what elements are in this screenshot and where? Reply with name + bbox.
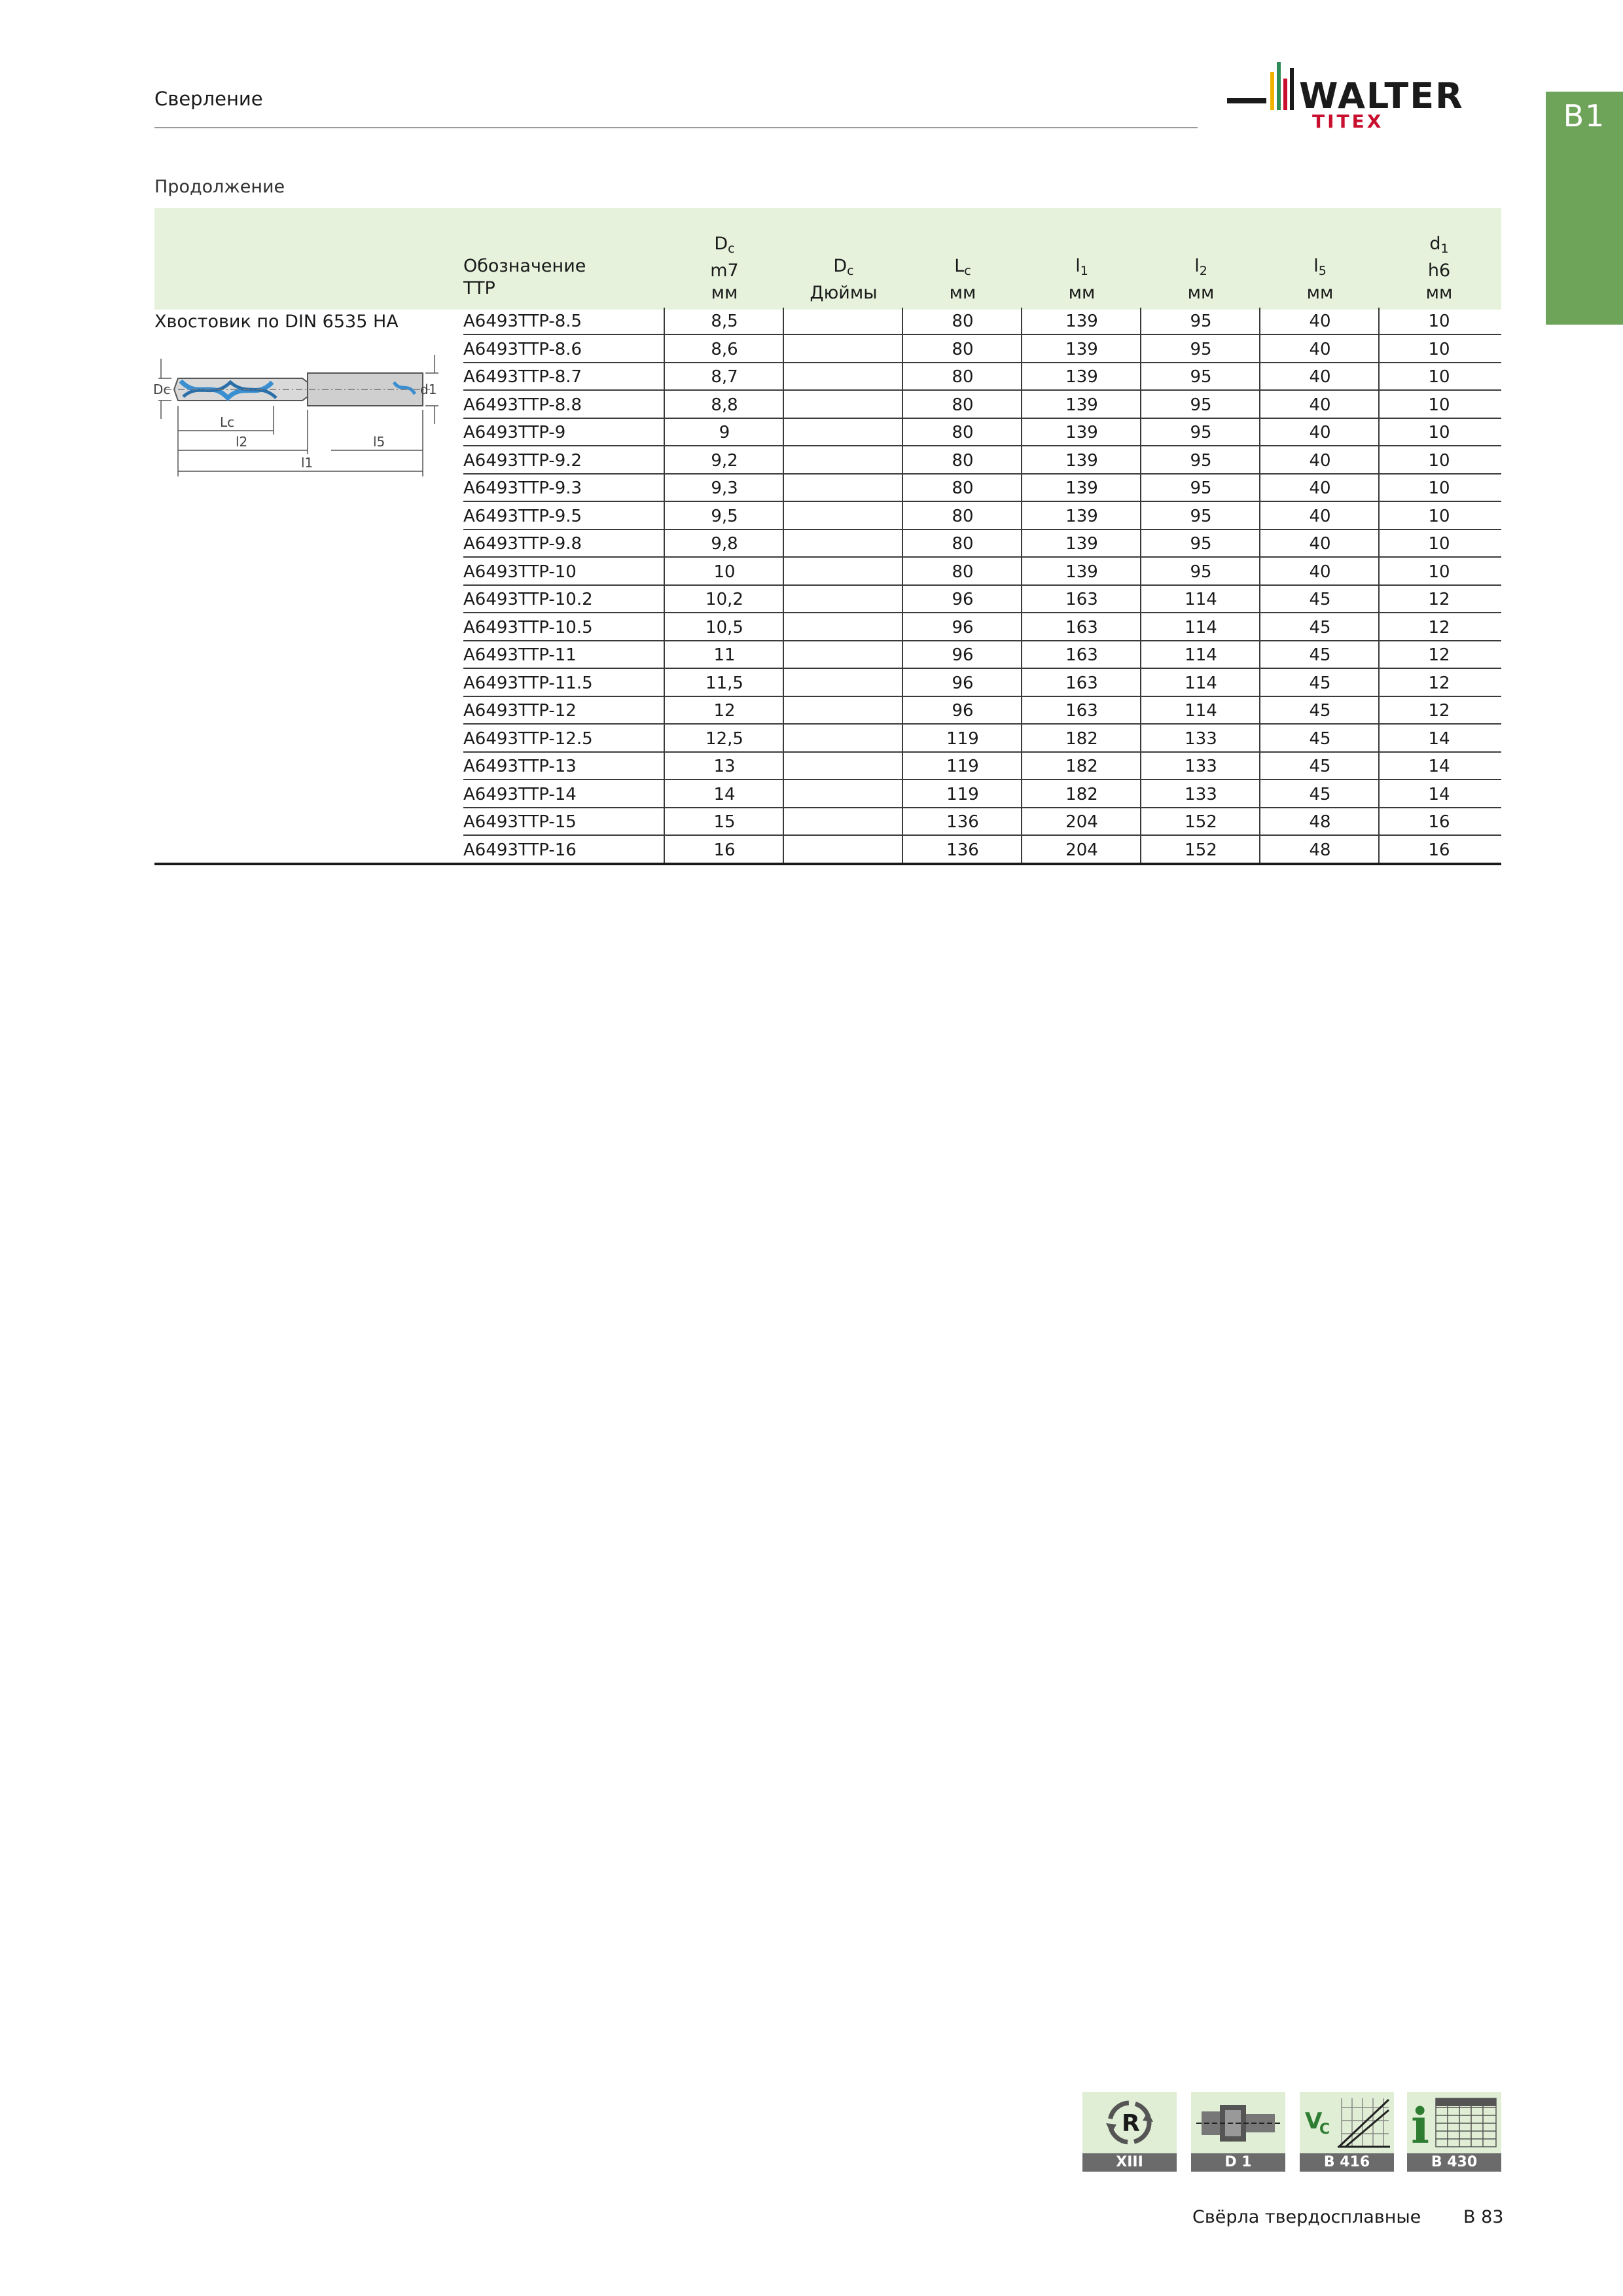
ref-tool-holder-label: D 1	[1191, 2153, 1285, 2172]
cell-lc: 80	[952, 339, 974, 359]
cell-l1: 139	[1065, 450, 1098, 471]
ref-info[interactable]	[1407, 2092, 1501, 2172]
cell-l5: 40	[1309, 478, 1331, 498]
svg-text:TITEX: TITEX	[1312, 111, 1384, 132]
l1-label: l1	[301, 455, 313, 471]
cell-inch	[785, 614, 902, 640]
cell-d1: 10	[1428, 395, 1450, 415]
cell-l1: 182	[1065, 728, 1098, 749]
cell-d1: 12	[1428, 701, 1450, 721]
cell-dc: 14	[713, 784, 736, 804]
cell-l1: 182	[1065, 784, 1098, 804]
col-header-dc-inch: $D_c$ Дюймы	[810, 256, 878, 303]
cell-lc: 80	[952, 423, 974, 442]
cell-d1: 10	[1428, 312, 1450, 331]
cell-inch	[785, 808, 902, 834]
cell-l1: 204	[1065, 840, 1098, 860]
cell-inch	[785, 447, 902, 473]
cell-l2: 133	[1185, 784, 1217, 804]
cell-name: A6493TTP-9.3	[463, 478, 582, 498]
cell-l5: 45	[1309, 590, 1331, 609]
table-row	[463, 753, 1501, 780]
cell-dc: 11,5	[705, 673, 743, 693]
cell-name: A6493TTP-8.6	[463, 339, 582, 359]
chapter-tab[interactable]	[1546, 92, 1623, 325]
ref-tool-holder[interactable]	[1191, 2092, 1285, 2172]
svg-text:WALTER: WALTER	[1299, 75, 1464, 117]
cell-lc: 80	[952, 367, 974, 387]
cell-dc: 9	[719, 423, 730, 442]
cell-l2: 114	[1185, 617, 1217, 637]
column-divider	[664, 308, 665, 864]
cell-l1: 139	[1065, 478, 1098, 498]
cell-name: A6493TTP-10	[463, 562, 577, 582]
cell-l2: 114	[1185, 701, 1217, 721]
cell-inch	[785, 475, 902, 501]
table-row	[463, 419, 1501, 446]
cell-name: A6493TTP-8.7	[463, 367, 582, 387]
cell-l5: 45	[1309, 728, 1331, 749]
table-row	[463, 697, 1501, 725]
column-divider	[1021, 308, 1022, 864]
table-header	[154, 208, 1501, 310]
cell-l1: 139	[1065, 395, 1098, 415]
dc-label: Dc	[153, 382, 171, 397]
cell-l5: 45	[1309, 784, 1331, 804]
col-header-l5: $l_5$ мм	[1306, 256, 1334, 303]
cell-l5: 45	[1309, 673, 1331, 693]
drill-dimension-drawing	[152, 353, 440, 484]
cell-d1: 10	[1428, 506, 1450, 526]
col-header-l2: $l_2$ мм	[1187, 256, 1215, 303]
cell-name: A6493TTP-10.2	[463, 590, 593, 609]
cell-l1: 182	[1065, 757, 1098, 776]
column-divider	[1140, 308, 1141, 864]
cell-l2: 95	[1190, 478, 1212, 498]
cell-inch	[785, 558, 902, 584]
header-divider	[154, 127, 1198, 128]
cell-name: A6493TTP-11.5	[463, 673, 593, 693]
cell-dc: 12,5	[705, 728, 743, 749]
cell-name: A6493TTP-8.8	[463, 395, 582, 415]
cell-l2: 95	[1190, 506, 1212, 526]
cell-l2: 95	[1190, 367, 1212, 387]
cell-l1: 163	[1065, 701, 1098, 721]
table-row	[463, 614, 1501, 641]
col-header-lc: $L_c$ мм	[949, 256, 976, 303]
cell-lc: 119	[946, 784, 979, 804]
cell-l5: 48	[1309, 812, 1331, 832]
cell-lc: 80	[952, 562, 974, 582]
cell-l5: 45	[1309, 757, 1331, 776]
cell-l5: 45	[1309, 617, 1331, 637]
cell-inch	[785, 308, 902, 334]
cell-name: A6493TTP-13	[463, 757, 577, 776]
column-divider	[1378, 308, 1380, 864]
cell-name: A6493TTP-14	[463, 784, 577, 804]
cell-l5: 40	[1309, 534, 1331, 554]
page-number: B 83	[1463, 2207, 1504, 2227]
cell-l2: 114	[1185, 590, 1217, 609]
section-title: Сверление	[154, 88, 263, 110]
cell-d1: 10	[1428, 450, 1450, 471]
cell-l5: 40	[1309, 339, 1331, 359]
col-header-designation: Обозначение TTP	[463, 256, 586, 298]
cell-l5: 40	[1309, 562, 1331, 582]
l5-label: l5	[373, 434, 385, 450]
cell-lc: 96	[952, 645, 974, 665]
cell-l5: 40	[1309, 450, 1331, 471]
cell-lc: 136	[946, 812, 979, 832]
cell-d1: 12	[1428, 673, 1450, 693]
cell-inch	[785, 781, 902, 807]
cell-lc: 136	[946, 840, 979, 860]
col-header-l1: $l_1$ мм	[1068, 256, 1096, 303]
cell-inch	[785, 336, 902, 362]
cell-lc: 119	[946, 728, 979, 749]
cell-l5: 40	[1309, 506, 1331, 526]
cell-d1: 12	[1428, 590, 1450, 609]
cell-l5: 48	[1309, 840, 1331, 860]
cell-l1: 163	[1065, 617, 1098, 637]
cell-dc: 8,8	[711, 395, 738, 415]
cell-name: A6493TTP-9.2	[463, 450, 582, 471]
cell-l1: 163	[1065, 645, 1098, 665]
cutting-data-chart-icon	[1300, 2092, 1394, 2153]
cell-dc: 9,5	[711, 506, 738, 526]
chapter-tab-label: B1	[1563, 98, 1606, 134]
table-row	[463, 308, 1501, 335]
cell-name: A6493TTP-11	[463, 645, 577, 665]
cell-dc: 8,6	[711, 339, 738, 359]
cell-inch	[785, 530, 902, 556]
cell-l5: 40	[1309, 395, 1331, 415]
cell-dc: 10	[713, 562, 736, 582]
cell-l1: 139	[1065, 423, 1098, 442]
table-row	[463, 836, 1501, 864]
cell-inch	[785, 753, 902, 779]
cell-lc: 80	[952, 478, 974, 498]
cell-name: A6493TTP-9.8	[463, 534, 582, 554]
info-table-icon	[1407, 2092, 1501, 2153]
table-row	[463, 336, 1501, 363]
ref-info-label: B 430	[1407, 2153, 1501, 2172]
cell-dc: 12	[713, 701, 736, 721]
cell-inch	[785, 641, 902, 668]
cell-inch	[785, 836, 902, 863]
l2-label: l2	[236, 434, 248, 450]
cell-d1: 10	[1428, 534, 1450, 554]
cell-lc: 80	[952, 312, 974, 331]
svg-text:V: V	[1305, 2108, 1323, 2134]
table-row	[463, 641, 1501, 669]
cell-dc: 11	[713, 645, 736, 665]
cell-name: A6493TTP-10.5	[463, 617, 593, 637]
cell-d1: 10	[1428, 339, 1450, 359]
cell-name: A6493TTP-9.5	[463, 506, 582, 526]
cell-dc: 8,7	[711, 367, 738, 387]
table-row	[463, 503, 1501, 530]
col-header-d1: $d_1$ h6 мм	[1425, 234, 1453, 303]
cell-l2: 133	[1185, 728, 1217, 749]
table-row	[463, 475, 1501, 502]
cell-l1: 163	[1065, 673, 1098, 693]
cell-l1: 139	[1065, 506, 1098, 526]
ref-cutting-data[interactable]	[1300, 2092, 1394, 2172]
cell-name: A6493TTP-12.5	[463, 728, 593, 749]
d1-label: d1	[420, 382, 437, 397]
cell-inch	[785, 503, 902, 529]
cell-l5: 45	[1309, 645, 1331, 665]
cell-l2: 95	[1190, 339, 1212, 359]
cell-l2: 95	[1190, 395, 1212, 415]
cell-lc: 119	[946, 757, 979, 776]
cell-d1: 16	[1428, 812, 1450, 832]
cell-dc: 15	[713, 812, 736, 832]
column-divider	[902, 308, 903, 864]
regrind-icon	[1082, 2092, 1177, 2153]
cell-l2: 95	[1190, 562, 1212, 582]
cell-dc: 16	[713, 840, 736, 860]
cell-dc: 8,5	[711, 312, 738, 331]
svg-text:i: i	[1411, 2098, 1430, 2153]
cell-inch	[785, 725, 902, 751]
cell-dc: 9,3	[711, 478, 738, 498]
cell-name: A6493TTP-8.5	[463, 312, 582, 331]
cell-lc: 96	[952, 701, 974, 721]
cell-l2: 95	[1190, 534, 1212, 554]
cell-inch	[785, 419, 902, 445]
cell-l2: 152	[1185, 812, 1217, 832]
cell-l2: 152	[1185, 840, 1217, 860]
cell-inch	[785, 391, 902, 418]
walter-titex-logo	[1227, 59, 1502, 134]
ref-cutting-data-label: B 416	[1300, 2153, 1394, 2172]
cell-d1: 10	[1428, 367, 1450, 387]
svg-text:C: C	[1319, 2121, 1330, 2138]
cell-lc: 96	[952, 673, 974, 693]
table-row	[463, 586, 1501, 613]
cell-l1: 139	[1065, 312, 1098, 331]
cell-l2: 95	[1190, 450, 1212, 471]
cell-d1: 14	[1428, 728, 1450, 749]
table-row	[463, 781, 1501, 808]
cell-l1: 139	[1065, 562, 1098, 582]
cell-name: A6493TTP-12	[463, 701, 577, 721]
continued-label: Продолжение	[154, 177, 285, 197]
cell-d1: 10	[1428, 423, 1450, 442]
tool-holder-icon	[1191, 2092, 1285, 2153]
cell-lc: 80	[952, 506, 974, 526]
cell-d1: 16	[1428, 840, 1450, 860]
cell-d1: 12	[1428, 617, 1450, 637]
cell-l5: 45	[1309, 701, 1331, 721]
cell-l2: 133	[1185, 757, 1217, 776]
cell-d1: 10	[1428, 478, 1450, 498]
cell-l5: 40	[1309, 367, 1331, 387]
cell-l2: 95	[1190, 423, 1212, 442]
ref-regrind[interactable]	[1082, 2092, 1177, 2172]
lc-label: Lc	[220, 414, 235, 430]
svg-text:R: R	[1122, 2110, 1140, 2137]
cell-l5: 40	[1309, 423, 1331, 442]
table-row	[463, 808, 1501, 836]
col-header-dc: $D_c$ m7 мм	[710, 234, 739, 303]
cell-l1: 139	[1065, 534, 1098, 554]
cell-l1: 163	[1065, 590, 1098, 609]
cell-inch	[785, 697, 902, 723]
cell-d1: 10	[1428, 562, 1450, 582]
table-row	[463, 670, 1501, 697]
table-row	[463, 391, 1501, 419]
column-divider	[783, 308, 784, 864]
shank-label: Хвостовик по DIN 6535 HA	[154, 312, 399, 332]
cell-name: A6493TTP-9	[463, 423, 566, 442]
cell-l2: 95	[1190, 312, 1212, 331]
table-row	[463, 363, 1501, 391]
cell-l5: 40	[1309, 312, 1331, 331]
cell-l1: 204	[1065, 812, 1098, 832]
cell-lc: 80	[952, 534, 974, 554]
cell-dc: 10,2	[705, 590, 743, 609]
cell-d1: 14	[1428, 784, 1450, 804]
footer-title: Свёрла твердосплавные	[1192, 2207, 1421, 2227]
table-row	[463, 447, 1501, 475]
cell-lc: 96	[952, 617, 974, 637]
cell-lc: 96	[952, 590, 974, 609]
cell-d1: 14	[1428, 757, 1450, 776]
cell-dc: 9,8	[711, 534, 738, 554]
cell-name: A6493TTP-16	[463, 840, 577, 860]
cell-lc: 80	[952, 395, 974, 415]
column-divider	[1259, 308, 1260, 864]
cell-d1: 12	[1428, 645, 1450, 665]
table-row	[463, 558, 1501, 586]
cell-l1: 139	[1065, 339, 1098, 359]
table-bottom-rule	[154, 863, 1501, 865]
cell-name: A6493TTP-15	[463, 812, 577, 832]
cell-inch	[785, 363, 902, 389]
table-row	[463, 530, 1501, 558]
cell-lc: 80	[952, 450, 974, 471]
table-row	[463, 725, 1501, 753]
cell-l2: 114	[1185, 645, 1217, 665]
cell-inch	[785, 586, 902, 612]
cell-dc: 10,5	[705, 617, 743, 637]
cell-dc: 13	[713, 757, 736, 776]
ref-regrind-label: XIII	[1082, 2153, 1177, 2172]
cell-l1: 139	[1065, 367, 1098, 387]
cell-dc: 9,2	[711, 450, 738, 471]
cell-l2: 114	[1185, 673, 1217, 693]
cell-inch	[785, 670, 902, 696]
